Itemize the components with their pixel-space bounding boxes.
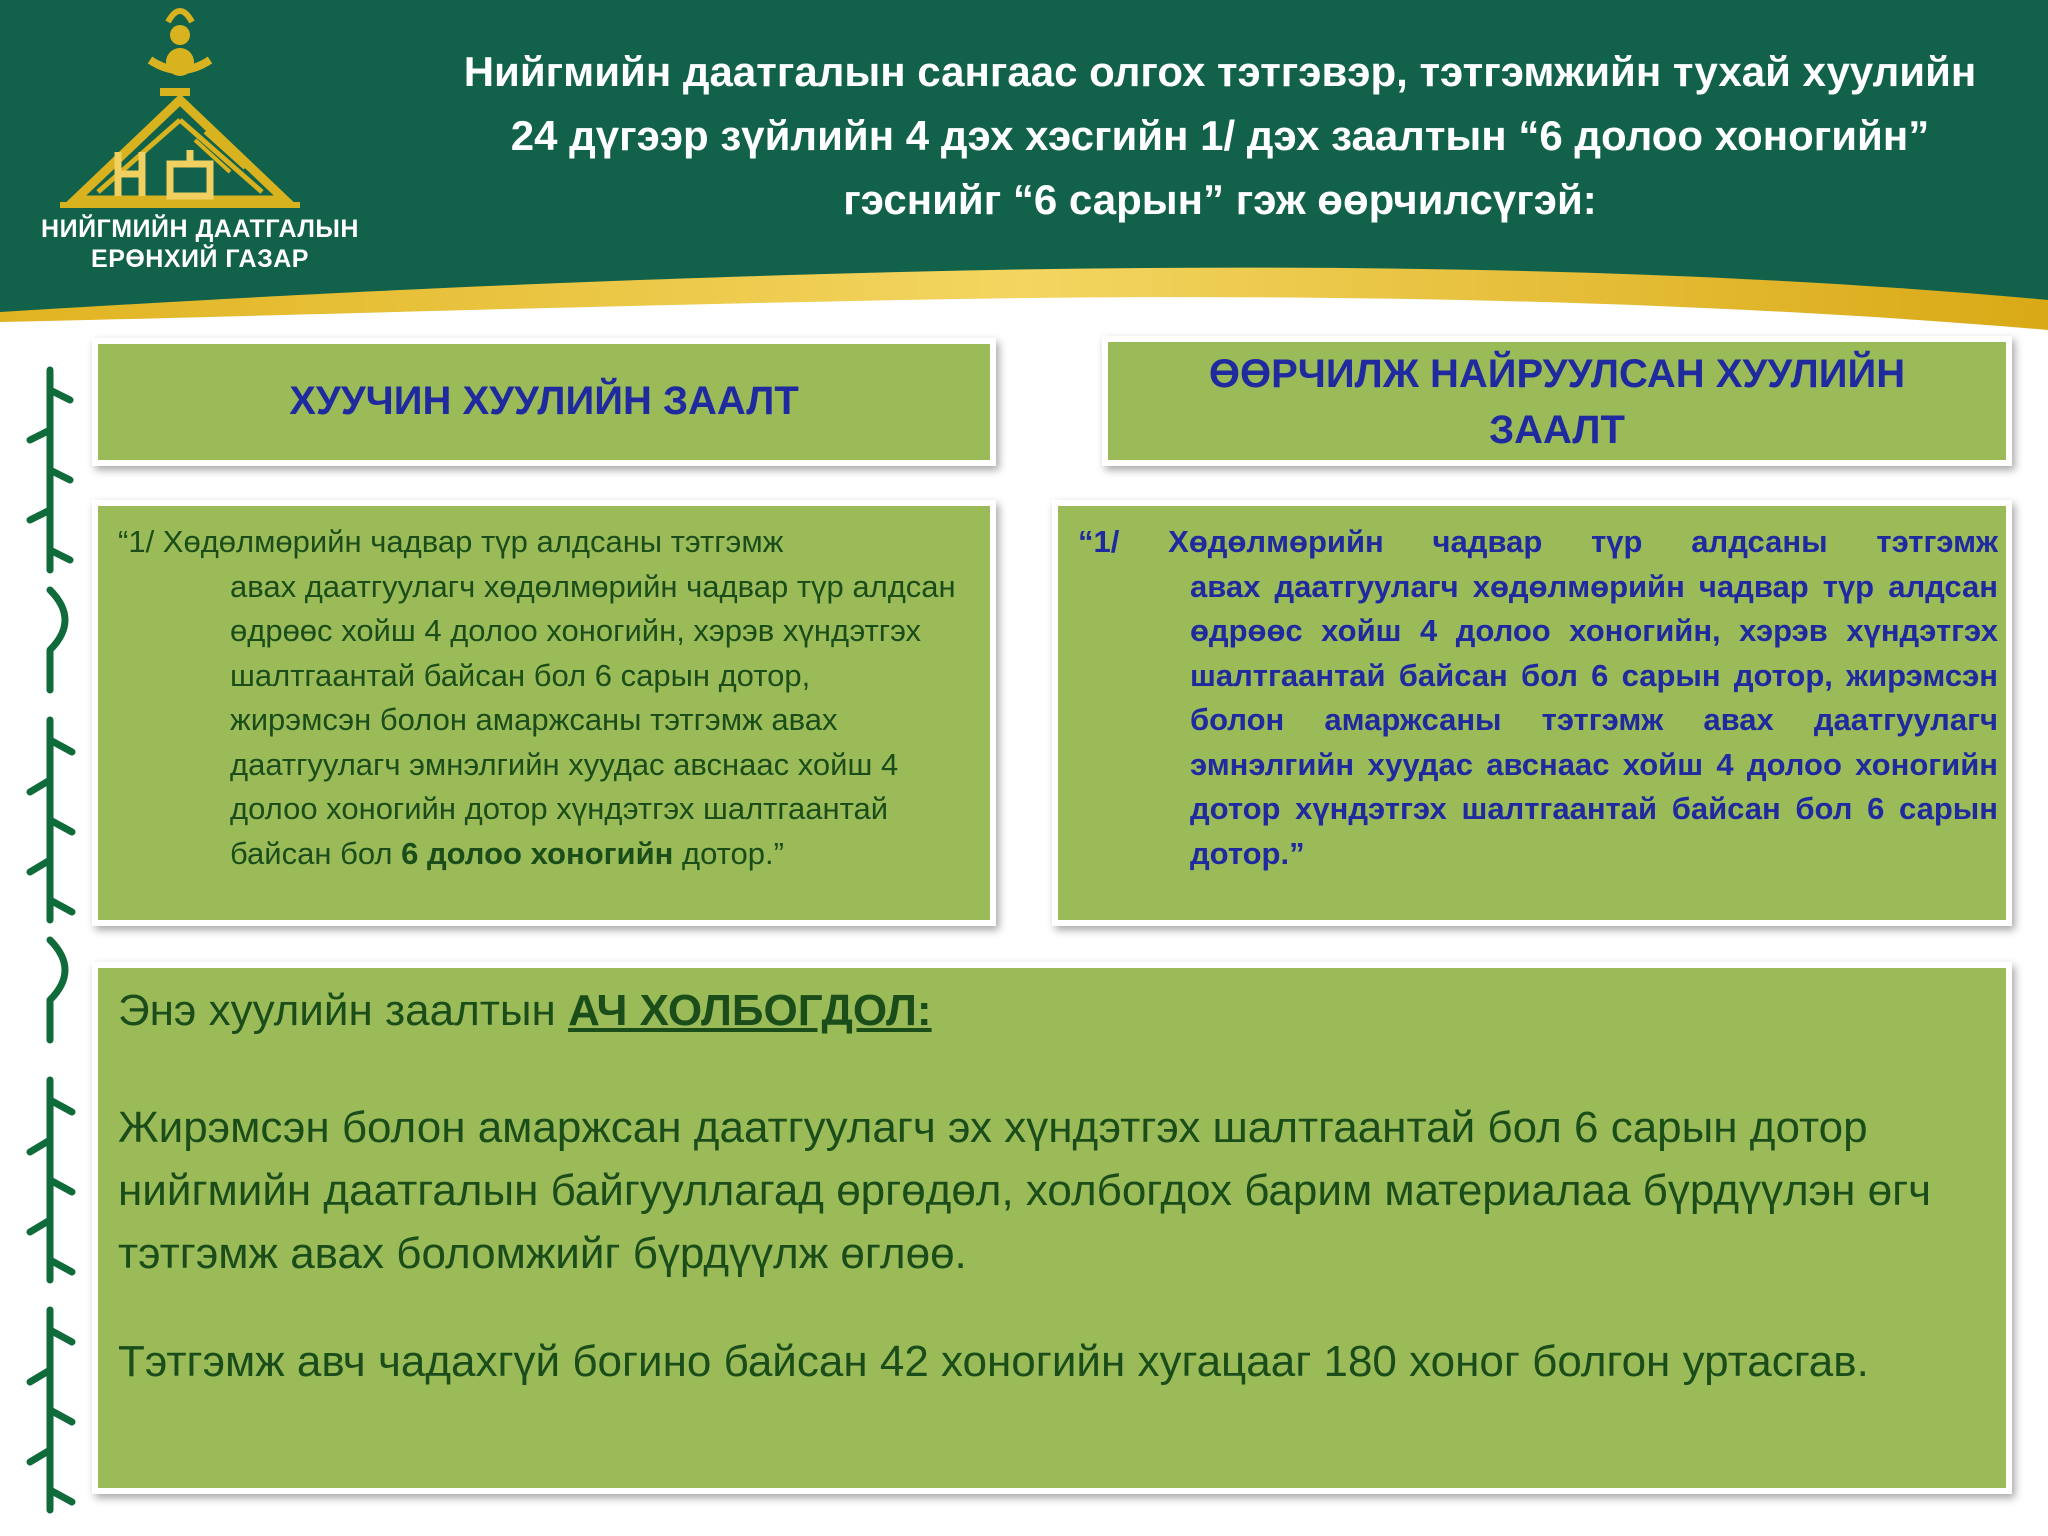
old-clause-text-rest — [118, 565, 958, 877]
org-name-line1: НИЙГМИЙН ДААТГАЛЫН — [41, 215, 359, 243]
old-clause-text-main: авах даатгуулагч хөдөлмөрийн чадвар түр алдсан өдрөөс хойш 4 долоо хоногийн, хэрэв хүндэтгэх шалтгаантай байсан бол 6 сарын дотор, жирэмсэн болон амаржсаны тэтгэмж авах даатгуулагч эмнэлгийн хуудас авснаас хойш 4 долоо хоногийн дотор хүндэтгэх шалтгаантай байсан бол — [230, 568, 956, 871]
mongolian-script-icon — [10, 360, 96, 1530]
org-name-line2: ЕРӨНХИЙ ГАЗАР — [91, 245, 309, 273]
old-clause-body — [92, 500, 996, 926]
old-clause-highlight: 6 долоо хоногийн — [401, 835, 674, 871]
significance-heading — [118, 986, 932, 1036]
old-clause-text-end: дотор.” — [673, 835, 784, 871]
old-clause-text-first-line: “1/ Хөдөлмөрийн чадвар түр алдсаны тэтгэмж — [118, 524, 784, 559]
old-clause-header — [92, 338, 996, 466]
significance-paragraph-1: Жирэмсэн болон амаржсан даатгуулагч эх хүндэтгэх шалтгаантай бол 6 сарын дотор нийгмийн даатгалын байгууллагад өргөдөл, холбогдох барим материалаа бүрдүүлэн өгч тэтгэмж авах боломжийг бүрдүүлж өглөө. — [118, 1103, 1932, 1278]
significance-paragraph-2: Тэтгэмж авч чадахгүй богино байсан 42 хоногийн хугацааг 180 хоног болгон уртасгав. — [118, 1337, 1869, 1386]
significance-heading-underlined: АЧ ХОЛБОГДОЛ: — [568, 986, 932, 1035]
old-clause-text — [118, 520, 958, 876]
page-title: Нийгмийн даатгалын сангаас олгох тэтгэвэр, тэтгэмжийн тухай хуулийн 24 дүгээр зүйлийн 4 дэх хэсгийн 1/ дэх заалтын “6 долоо хоногийн” гэснийг “6 сарын” гэж өөрчилсүгэй: — [463, 48, 1977, 223]
new-clause-body — [1052, 500, 2012, 926]
new-clause-text — [1078, 520, 1998, 876]
header-banner — [0, 0, 2048, 360]
new-clause-header-text: ӨӨРЧИЛЖ НАЙРУУЛСАН ХУУЛИЙН ЗААЛТ — [1208, 352, 1906, 452]
significance-box — [92, 962, 2012, 1494]
new-clause-header — [1102, 336, 2012, 466]
organization-name — [20, 214, 380, 274]
new-clause-text-first-line: “1/ Хөдөлмөрийн чадвар түр алдсаны тэтгэмж — [1078, 524, 1998, 559]
old-clause-header-text: ХУУЧИН ХУУЛИЙН ЗААЛТ — [289, 379, 799, 423]
significance-intro: Энэ хуулийн заалтын — [118, 986, 569, 1035]
new-clause-text-rest: авах даатгуулагч хөдөлмөрийн чадвар түр алдсан өдрөөс хойш 4 долоо хоногийн, хэрэв хүндэтгэх шалтгаантай байсан бол 6 сарын дотор, жирэмсэн болон амаржсаны тэтгэмж авах даатгуулагч эмнэлгийн хуудас авснаас хойш 4 долоо хоногийн дотор хүндэтгэх шалтгаантай байсан бол 6 сарын дотор.” — [1190, 568, 1998, 871]
